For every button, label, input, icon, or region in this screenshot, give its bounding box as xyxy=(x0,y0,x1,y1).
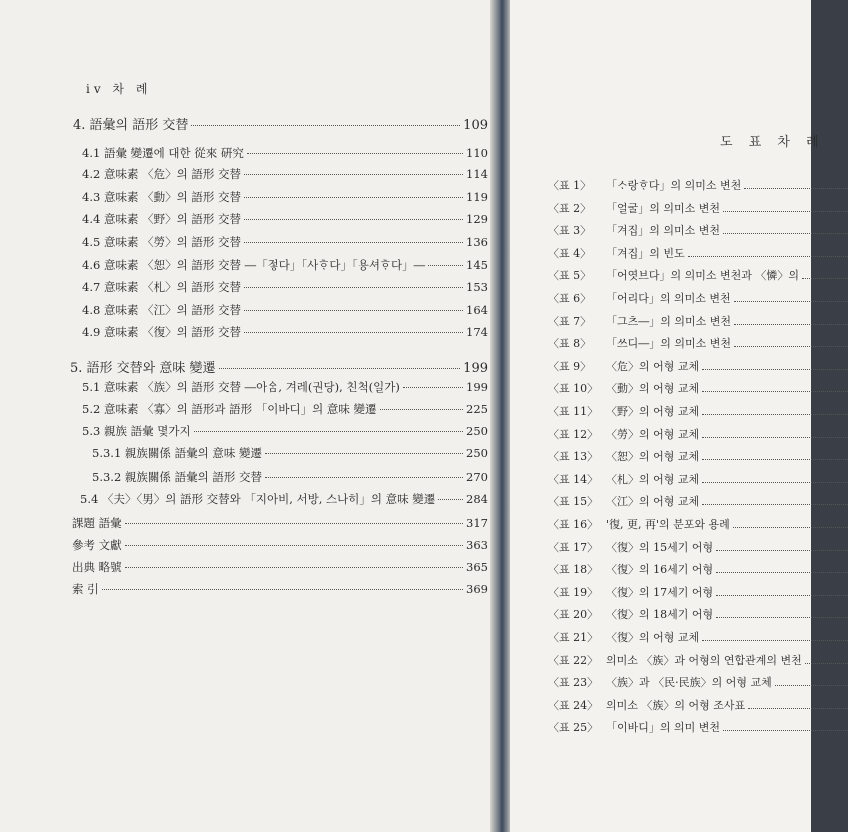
toc-entry xyxy=(82,234,488,250)
figure-number: 〈표 21〉 xyxy=(548,631,599,644)
toc-page-number: 145 xyxy=(466,258,488,272)
figure-title: 〈復〉의 18세기 어형 xyxy=(606,608,714,622)
figure-entry xyxy=(548,584,848,600)
figure-number: 〈표 14〉 xyxy=(548,472,599,486)
toc-entry xyxy=(82,279,488,295)
figure-number: 〈표 2〉 xyxy=(548,201,592,215)
dot-leader xyxy=(125,545,463,546)
figure-number: 〈표 3〉 xyxy=(548,224,592,238)
toc-entry-label: 5.3 親族 語彙 몇가지 xyxy=(82,424,191,438)
dot-leader xyxy=(716,557,848,573)
dot-leader xyxy=(265,453,463,454)
dot-leader xyxy=(219,368,461,369)
dot-leader xyxy=(702,354,848,370)
figure-entry xyxy=(548,358,848,374)
figure-title: 「어리다」의 의미소 변천 xyxy=(606,292,731,305)
toc-page-number: 136 xyxy=(466,235,488,249)
figure-entry xyxy=(548,561,848,577)
toc-page-number: 114 xyxy=(466,167,488,181)
figure-number: 〈표 24〉 xyxy=(548,698,599,712)
toc-entry-label: 4.7 意味素 〈札〉의 語形 交替 xyxy=(82,280,242,294)
dot-leader xyxy=(744,173,848,189)
dot-leader xyxy=(244,219,463,220)
dot-leader xyxy=(805,648,848,664)
toc-page-number: 225 xyxy=(466,402,488,416)
figure-number: 〈표 10〉 xyxy=(548,382,599,396)
dot-leader xyxy=(802,263,848,279)
figure-title: 〈族〉과 〈民·民族〉의 어형 교체 xyxy=(606,676,772,690)
figure-number: 〈표 16〉 xyxy=(548,518,599,531)
figure-entry xyxy=(548,674,848,690)
figure-title: 「어엿브다」의 의미소 변천과 〈憐〉의 xyxy=(606,269,800,283)
figure-number: 〈표 13〉 xyxy=(548,450,599,464)
dot-leader xyxy=(244,174,463,175)
toc-page-number: 153 xyxy=(466,280,488,294)
figure-entry xyxy=(548,403,848,419)
toc-entry xyxy=(82,423,488,439)
toc-entry xyxy=(82,211,488,227)
toc-page-number: 164 xyxy=(466,303,488,317)
figure-title: 〈復〉의 15세기 어형 xyxy=(606,540,714,554)
toc-entry xyxy=(82,189,488,205)
figure-number: 〈표 6〉 xyxy=(548,292,592,305)
toc-entry-label: 4.4 意味素 〈野〉의 語形 交替 xyxy=(82,212,242,226)
toc-entry xyxy=(80,491,488,507)
toc-page-number: 110 xyxy=(466,146,488,160)
figure-number: 〈표 18〉 xyxy=(548,563,599,577)
figure-title: 〈復〉의 16세기 어형 xyxy=(606,563,714,577)
dot-leader xyxy=(244,287,463,288)
toc-entry-label: 索 引 xyxy=(72,582,99,596)
figure-number: 〈표 20〉 xyxy=(548,608,599,622)
toc-page-number: 199 xyxy=(466,380,488,394)
figure-title: 「이바디」의 의미 변천 xyxy=(606,721,721,735)
toc-entry-label: 5.3.2 親族關係 語彙의 語形 交替 xyxy=(92,470,262,484)
book-spine-gutter xyxy=(490,0,512,832)
toc-entry-label: 參考 文獻 xyxy=(72,538,122,552)
toc-page-number: 365 xyxy=(466,560,488,574)
figure-title: 〈動〉의 어형 교체 xyxy=(606,382,700,396)
toc-page-number: 284 xyxy=(466,492,488,506)
figure-number: 〈표 15〉 xyxy=(548,495,599,509)
figure-title: 〈危〉의 어형 교체 xyxy=(606,359,700,373)
figure-title: 의미소 〈族〉과 어형의 연합관계의 변천 xyxy=(606,653,802,667)
dot-leader xyxy=(734,286,848,302)
dot-leader xyxy=(723,196,848,212)
toc-page-number: 129 xyxy=(466,212,488,226)
toc-entry xyxy=(73,114,488,133)
toc-entry-label: 出典 略號 xyxy=(72,560,122,574)
dot-leader xyxy=(244,332,463,333)
figure-title: 「얼굴」의 의미소 변천 xyxy=(606,201,721,215)
figure-entry xyxy=(548,719,848,735)
dot-leader xyxy=(702,444,848,460)
figure-title: 〈復〉의 17세기 어형 xyxy=(606,585,714,599)
figure-entry xyxy=(548,448,848,464)
toc-entry-label: 4.5 意味素 〈勞〉의 語形 交替 xyxy=(82,235,242,249)
figure-title: 「쓰디―」의 의미소 변천 xyxy=(606,337,732,351)
dot-leader xyxy=(716,535,848,551)
figure-entry xyxy=(548,426,848,442)
figure-entry xyxy=(548,629,848,645)
dot-leader xyxy=(247,153,463,154)
figure-title: '復, 更, 再'의 분포와 용례 xyxy=(606,518,730,531)
toc-entry xyxy=(82,166,488,182)
dot-leader xyxy=(688,241,848,257)
figure-number: 〈표 1〉 xyxy=(548,179,592,192)
right-page xyxy=(510,0,825,832)
toc-entry-label: 5.1 意味素 〈族〉의 語形 交替 ―아ᅀᆞᆷ, 겨레(권당), 친척(일가) xyxy=(82,380,400,394)
figure-number: 〈표 23〉 xyxy=(548,676,599,690)
dot-leader xyxy=(723,715,848,731)
figure-entry xyxy=(548,697,848,713)
dot-leader xyxy=(191,125,460,126)
dot-leader xyxy=(723,218,848,234)
figure-title: 〈復〉의 어형 교체 xyxy=(606,631,700,644)
toc-page-number: 119 xyxy=(466,190,488,204)
dot-leader xyxy=(125,523,463,524)
toc-page-number: 369 xyxy=(466,582,488,596)
figure-title: 「ᄉᆞ랑ᄒᆞ다」의 의미소 변천 xyxy=(606,179,742,192)
figure-entry xyxy=(548,222,848,238)
dot-leader xyxy=(244,242,463,243)
toc-page-number: 199 xyxy=(463,361,488,376)
toc-entry-label: 4.8 意味素 〈江〉의 語形 交替 xyxy=(82,303,242,317)
dot-leader xyxy=(702,489,848,505)
figure-entry xyxy=(548,335,848,351)
dot-leader xyxy=(428,265,463,266)
figure-number: 〈표 19〉 xyxy=(548,585,599,599)
toc-page-number: 250 xyxy=(466,446,488,460)
toc-page-number: 270 xyxy=(466,470,488,484)
figure-entry xyxy=(548,652,848,668)
figure-list-title: 도 표 차 례 xyxy=(720,135,825,150)
dot-leader xyxy=(702,422,848,438)
figure-number: 〈표 8〉 xyxy=(548,337,592,351)
figure-entry xyxy=(548,290,848,306)
dot-leader xyxy=(438,499,463,500)
dot-leader xyxy=(102,589,463,590)
toc-page-number: 363 xyxy=(466,538,488,552)
toc-entry-label: 課題 語彙 xyxy=(72,516,122,530)
figure-title: 〈江〉의 어형 교체 xyxy=(606,495,700,509)
figure-number: 〈표 4〉 xyxy=(548,246,592,260)
figure-number: 〈표 7〉 xyxy=(548,314,592,328)
toc-entry xyxy=(82,302,488,318)
toc-entry xyxy=(82,257,488,273)
toc-entry-label: 4.2 意味素 〈危〉의 語形 交替 xyxy=(82,167,242,181)
dot-leader xyxy=(702,467,848,483)
toc-entry-label: 4.1 語彙 變遷에 대한 從來 硏究 xyxy=(82,146,244,160)
dot-leader xyxy=(734,309,848,325)
toc-entry xyxy=(72,537,488,553)
dot-leader xyxy=(702,376,848,392)
dot-leader xyxy=(702,399,848,415)
toc-page-number: 317 xyxy=(466,516,488,530)
dot-leader xyxy=(702,625,848,641)
toc-page-number: 250 xyxy=(466,424,488,438)
figure-entry xyxy=(548,245,848,261)
dot-leader xyxy=(244,310,463,311)
toc-page-number: 174 xyxy=(466,325,488,339)
figure-number: 〈표 5〉 xyxy=(548,269,592,283)
toc-entry xyxy=(82,145,488,161)
toc-entry xyxy=(82,401,488,417)
dot-leader xyxy=(733,512,848,528)
toc-entry xyxy=(92,445,488,461)
toc-entry-label: 5.4 〈夫〉〈男〉의 語形 交替와 「지아비, 서방, 스나히」의 意味 變遷 xyxy=(80,492,436,506)
figure-title: 〈勞〉의 어형 교체 xyxy=(606,427,700,441)
figure-title: 「그츠―」의 의미소 변천 xyxy=(606,314,732,328)
dot-leader xyxy=(716,602,848,618)
toc-entry-label: 5. 語形 交替와 意味 變遷 xyxy=(70,361,216,376)
figure-entry xyxy=(548,380,848,396)
figure-title: 〈恕〉의 어형 교체 xyxy=(606,450,700,464)
dot-leader xyxy=(265,477,463,478)
figure-entry xyxy=(548,313,848,329)
figure-entry xyxy=(548,516,848,532)
dot-leader xyxy=(125,567,463,568)
dot-leader xyxy=(775,670,848,686)
toc-page-number: 109 xyxy=(463,118,488,133)
dot-leader xyxy=(734,331,848,347)
figure-number: 〈표 12〉 xyxy=(548,427,599,441)
figure-title: 「겨집」의 의미소 변천 xyxy=(606,224,721,238)
toc-entry xyxy=(72,515,488,531)
toc-entry xyxy=(92,469,488,485)
figure-number: 〈표 25〉 xyxy=(548,721,599,735)
figure-entry xyxy=(548,267,848,283)
figure-number: 〈표 22〉 xyxy=(548,653,599,667)
figure-title: 「겨집」의 빈도 xyxy=(606,246,685,260)
running-head: iv 차 례 xyxy=(86,82,152,96)
figure-entry xyxy=(548,493,848,509)
figure-number: 〈표 11〉 xyxy=(548,405,599,418)
figure-entry xyxy=(548,539,848,555)
dot-leader xyxy=(716,580,848,596)
toc-entry xyxy=(82,324,488,340)
figure-number: 〈표 9〉 xyxy=(548,359,592,373)
dot-leader xyxy=(748,693,848,709)
toc-entry-label: 4.3 意味素 〈動〉의 語形 交替 xyxy=(82,190,242,204)
toc-entry-label: 5.3.1 親族關係 語彙의 意味 變遷 xyxy=(92,446,262,460)
figure-title: 〈野〉의 어형 교체 xyxy=(606,405,700,418)
figure-entry xyxy=(548,200,848,216)
dot-leader xyxy=(403,387,463,388)
dot-leader xyxy=(380,409,464,410)
toc-entry-label: 5.2 意味素 〈寡〉의 語形과 語形 「이바디」의 意味 變遷 xyxy=(82,402,377,416)
dot-leader xyxy=(244,197,463,198)
toc-entry xyxy=(82,379,488,395)
figure-entry xyxy=(548,471,848,487)
toc-entry-label: 4.6 意味素 〈恕〉의 語形 交替 ―「젛다」「사ᄒᆞ다」「용셔ᄒᆞ다」― xyxy=(82,258,426,272)
dot-leader xyxy=(194,431,463,432)
toc-entry-label: 4. 語彙의 語形 交替 xyxy=(73,118,189,133)
toc-entry xyxy=(70,357,488,376)
figure-title: 〈札〉의 어형 교체 xyxy=(606,472,700,486)
figure-number: 〈표 17〉 xyxy=(548,540,599,554)
toc-entry xyxy=(72,559,488,575)
figure-entry xyxy=(548,177,848,193)
toc-entry-label: 4.9 意味素 〈復〉의 語形 交替 xyxy=(82,325,242,339)
figure-title: 의미소 〈族〉의 어형 조사표 xyxy=(606,698,746,712)
toc-entry xyxy=(72,581,488,597)
figure-entry xyxy=(548,606,848,622)
